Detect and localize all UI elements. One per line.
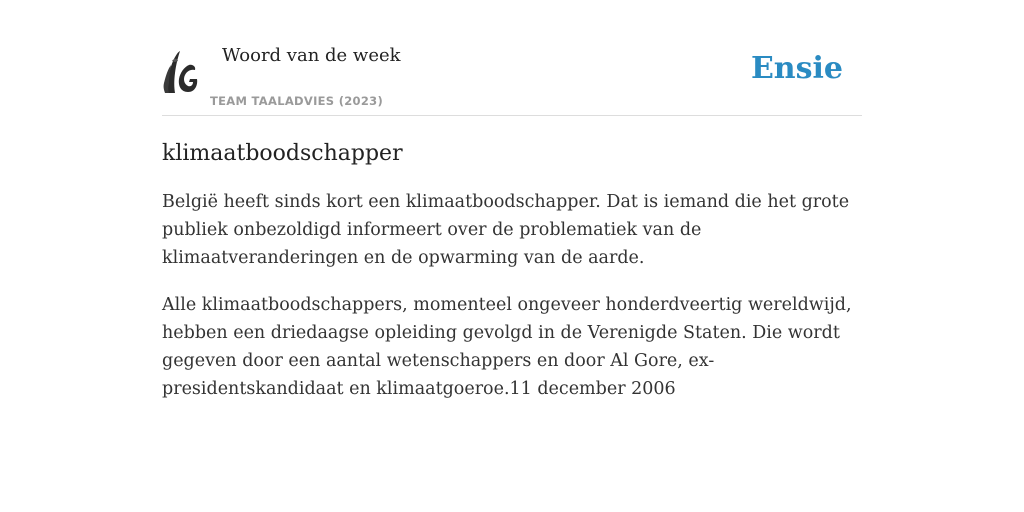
- definition-paragraph: België heeft sinds kort een klimaatboodschapper. Dat is iemand die het grote publiek onbezoldigd informeert over de problematiek van de klimaatveranderingen en de opwarming van de aarde.: [162, 192, 850, 268]
- headword-title: klimaatboodschapper: [162, 141, 403, 166]
- flemish-lion-logo-icon: [162, 49, 198, 95]
- brand-link[interactable]: Ensie: [750, 51, 843, 86]
- context-paragraph: Alle klimaatboodschappers, momenteel ongeveer honderdveertig wereldwijd, hebben een driedaagse opleiding gevolgd in de Verenigde Staten. Die wordt gegeven door een aantal wetenschappers en door Al Gore, ex-presidentskandidaat en klimaatgoeroe.11 december 2006: [162, 295, 852, 399]
- card-header: [162, 40, 862, 116]
- header-title: Woord van de week: [222, 45, 401, 66]
- word-card: [162, 40, 862, 403]
- header-subtitle: TEAM TAALADVIES (2023): [210, 94, 384, 108]
